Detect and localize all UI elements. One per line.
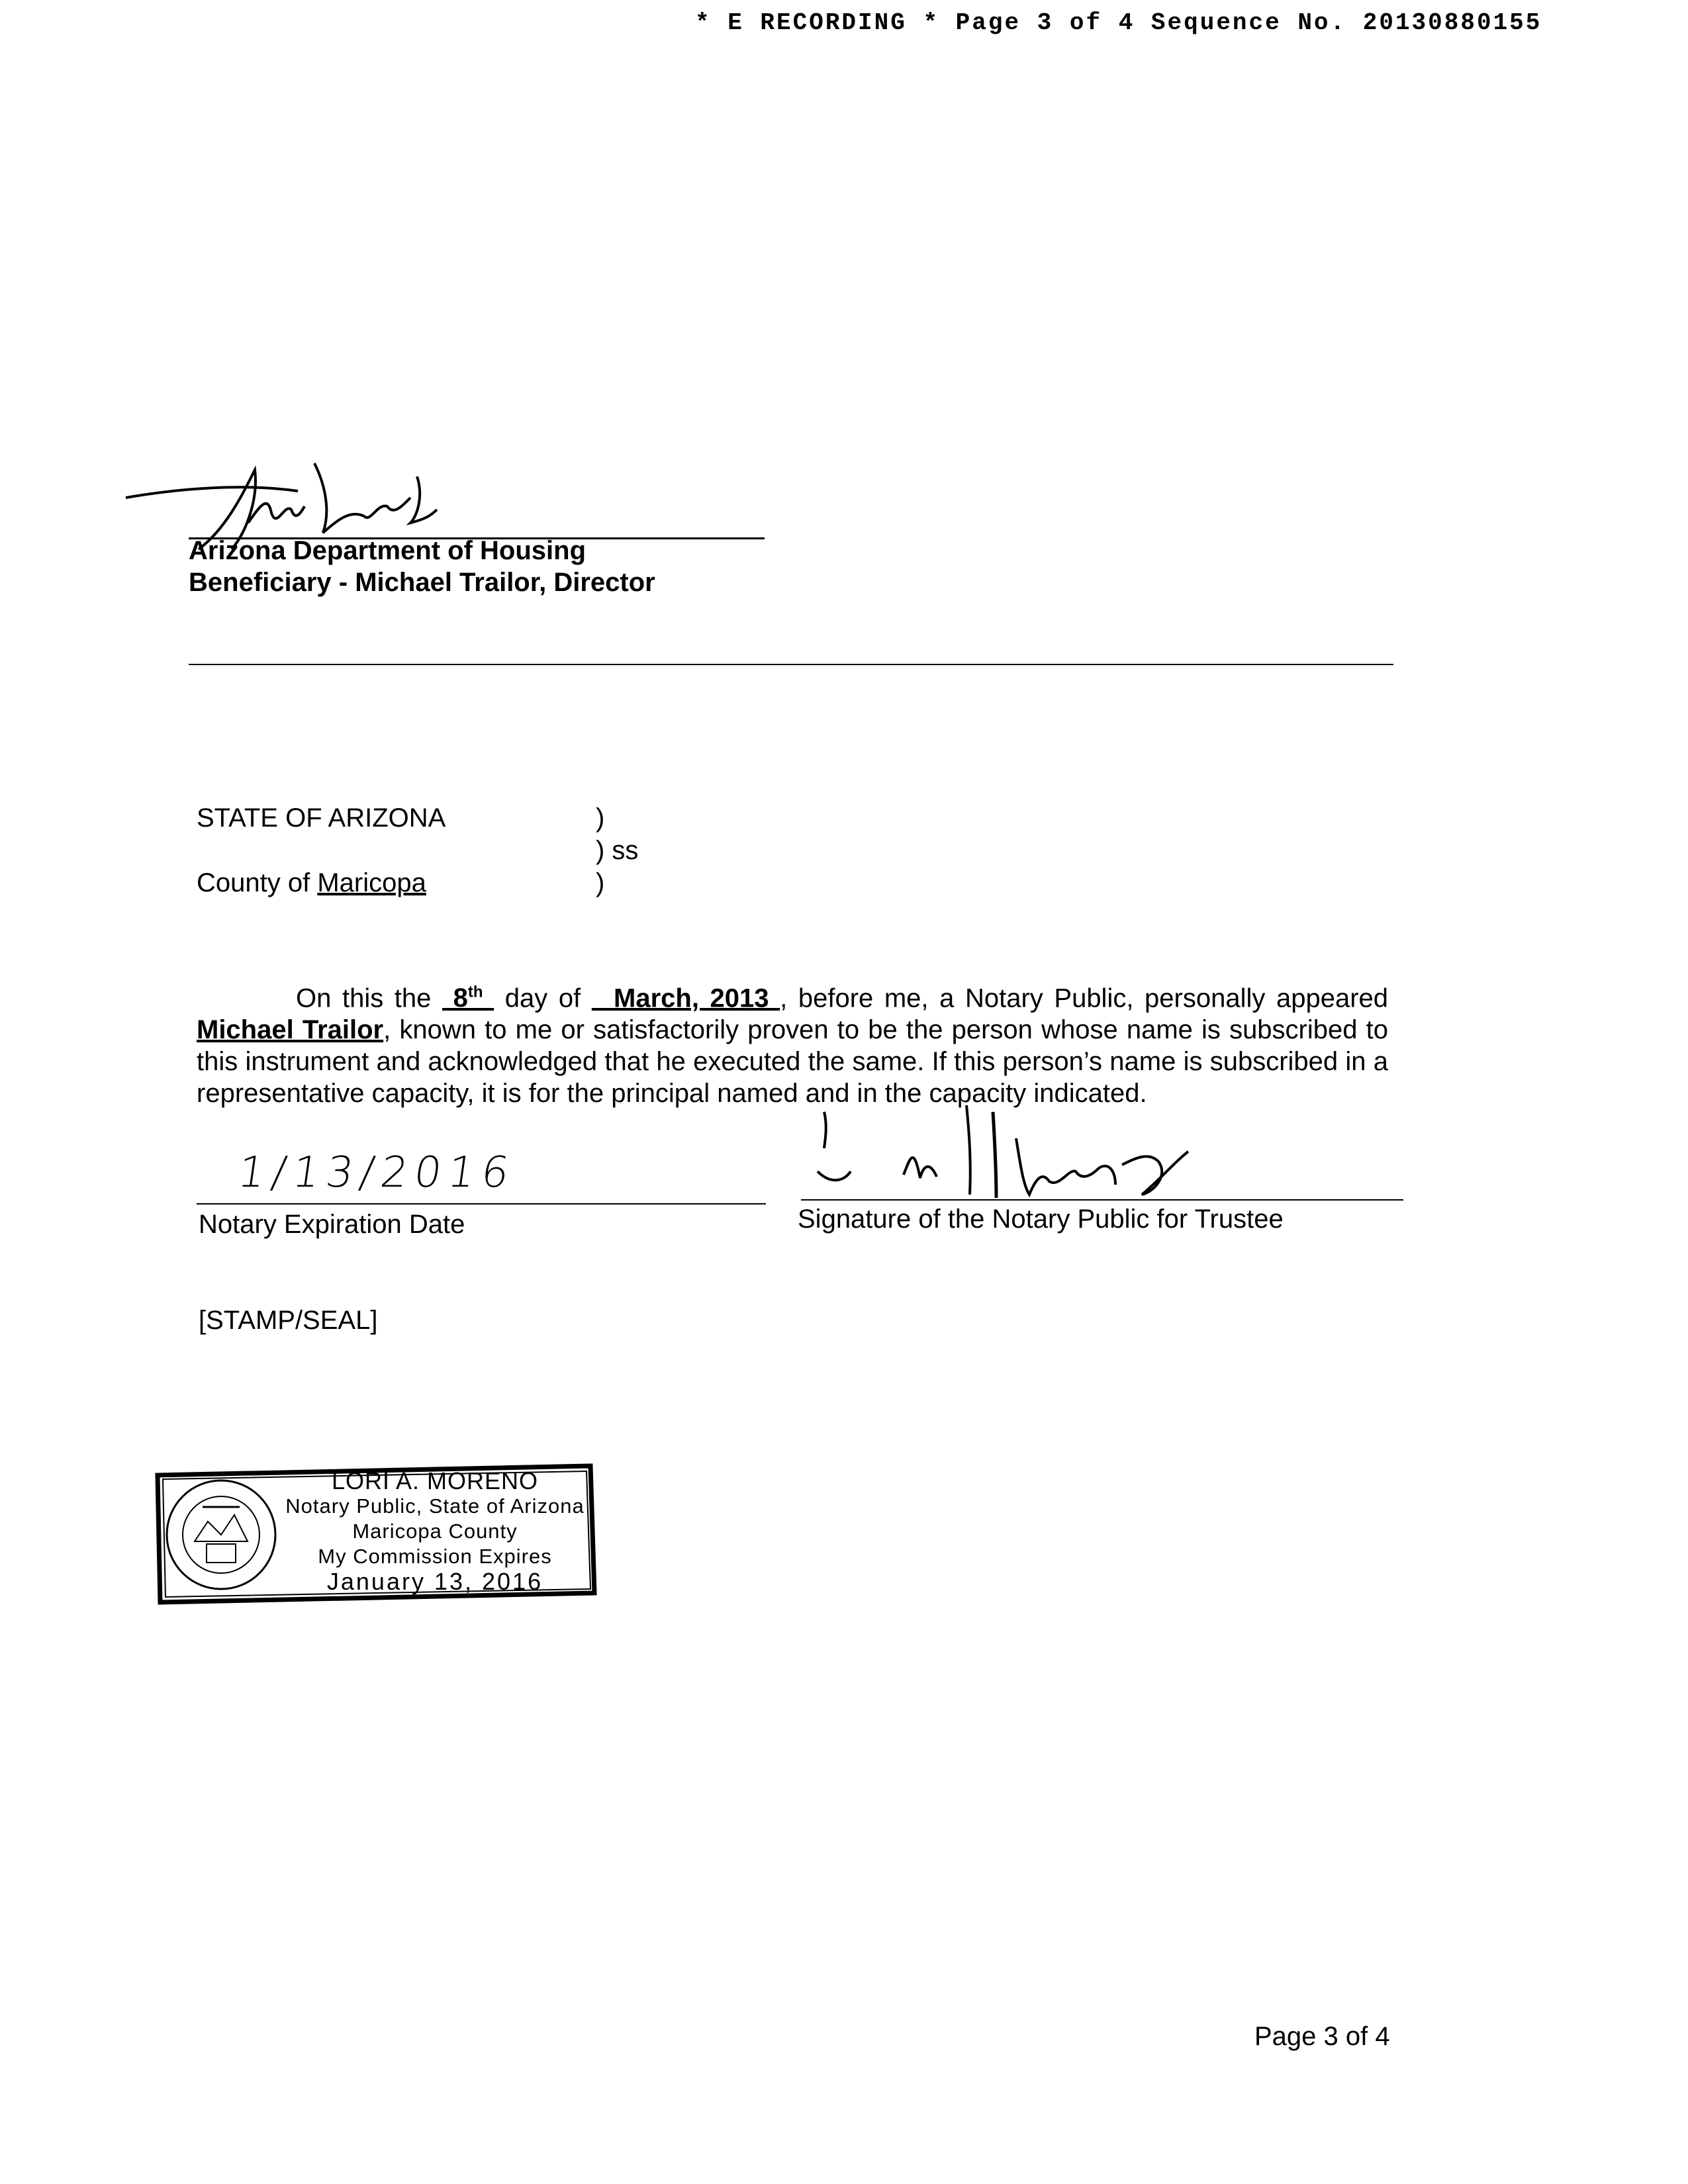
ack-text-4: , known to me or satisfactorily proven to be the person whose name is subscribed to this instrument and acknowledged that he executed the same. If this person’s name is subscribed in a representative capacity, it is for the principal named and in the capacity indicated. xyxy=(197,1015,1389,1109)
venue-county-prefix: County of xyxy=(197,868,310,897)
venue-paren-3: ) xyxy=(596,868,605,897)
seal-text xyxy=(279,1469,590,1594)
venue-state: STATE OF ARIZONA xyxy=(197,803,446,833)
ack-month-year: March, 2013 xyxy=(614,983,769,1013)
signature-block xyxy=(189,535,655,598)
signature-org: Arizona Department of Housing xyxy=(189,536,586,565)
ack-name: Michael Trailor xyxy=(197,1015,384,1045)
ack-text-2: day of xyxy=(504,983,581,1013)
venue-paren-2: ) ss xyxy=(596,836,639,865)
notary-signature-label: Signature of the Notary Public for Trustee xyxy=(798,1205,1284,1234)
seal-commission-label: My Commission Expires xyxy=(318,1545,552,1568)
expiration-label: Notary Expiration Date xyxy=(199,1210,465,1239)
ack-text-1: On this the xyxy=(296,983,432,1013)
seal-notary-name: LORI A. MORENO xyxy=(331,1467,539,1494)
seal-notary-title: Notary Public, State of Arizona xyxy=(285,1494,585,1518)
expiration-line xyxy=(197,1203,766,1205)
venue-county-name: Maricopa xyxy=(317,868,426,897)
seal-expiration-date: January 13, 2016 xyxy=(326,1568,543,1595)
ack-text-3: , before me, a Notary Public, personally appeared xyxy=(780,983,1389,1013)
acknowledgment-paragraph xyxy=(197,977,1388,1109)
signature-title: Beneficiary - Michael Trailor, Director xyxy=(189,568,655,597)
arizona-seal-emblem xyxy=(162,1475,281,1594)
section-divider xyxy=(189,664,1393,665)
notary-seal-stamp xyxy=(154,1461,597,1608)
recording-header: * E RECORDING * Page 3 of 4 Sequence No. 20130880155 xyxy=(695,9,1542,36)
stamp-seal-label: [STAMP/SEAL] xyxy=(199,1306,378,1335)
venue-county xyxy=(197,867,489,899)
notary-signature-line xyxy=(801,1199,1403,1201)
ack-day: 8th xyxy=(453,983,483,1013)
venue-paren-1: ) xyxy=(596,803,605,833)
seal-county: Maricopa County xyxy=(352,1520,518,1543)
page-number: Page 3 of 4 xyxy=(1254,2022,1390,2051)
expiration-handwritten: 1/13/2016 xyxy=(234,1148,519,1197)
